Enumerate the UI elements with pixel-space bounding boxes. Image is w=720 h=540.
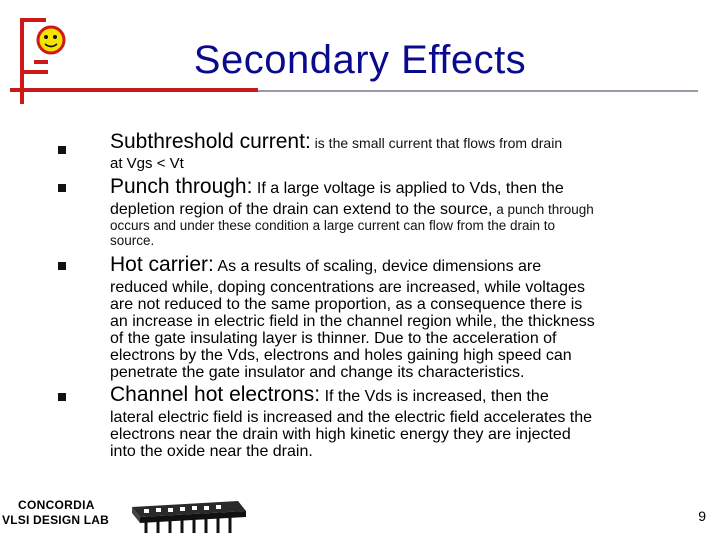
bullet-text: are not reduced to the same proportion, as a consequence there is xyxy=(110,296,583,313)
bullet-text: occurs and under these condition a large current can flow from the drain to xyxy=(110,218,555,233)
bullet-heading: Punch through: xyxy=(110,175,253,198)
bullet-marker xyxy=(58,393,66,401)
title-underline-rule xyxy=(258,90,698,92)
bullet-subthreshold xyxy=(110,131,658,173)
bullet-text: electrons near the drain with high kinetic energy they are injected xyxy=(110,426,571,443)
bullet-text: electrons by the Vds, electrons and holes gaining high speed can xyxy=(110,347,572,364)
bullet-text: If the Vds is increased, then the xyxy=(320,388,549,405)
footer-lab-name: CONCORDIA xyxy=(18,498,95,512)
bullet-text: lateral electric field is increased and the electric field accelerates the xyxy=(110,409,593,426)
bullet-text: depletion region of the drain can extend to the source, xyxy=(110,201,493,218)
bullet-text: is the small current that flows from drain xyxy=(310,135,563,151)
bullet-text: If a large voltage is applied to Vds, then the xyxy=(252,180,564,197)
bullet-punch-through xyxy=(110,175,658,248)
title-underline-accent xyxy=(10,88,258,92)
bullet-text: a punch through xyxy=(492,202,594,217)
bullet-text: penetrate the gate insulator and change its characteristics. xyxy=(110,364,525,381)
bullet-marker xyxy=(58,262,66,270)
bullet-heading: Hot carrier: xyxy=(110,253,214,276)
bullet-text: source. xyxy=(110,233,155,248)
bullet-text: As a results of scaling, device dimensions are xyxy=(213,258,542,275)
bullet-channel-hot-electrons xyxy=(110,383,658,460)
footer-lab-subtitle: VLSI DESIGN LAB xyxy=(2,513,110,527)
slide-title: Secondary Effects xyxy=(193,38,527,82)
bullet-marker xyxy=(58,146,66,154)
bullet-heading: Channel hot electrons: xyxy=(110,383,321,406)
bullet-text: reduced while, doping concentrations are increased, while voltages xyxy=(110,279,585,296)
bullet-text: at Vgs < Vt xyxy=(110,155,184,172)
bullet-heading: Subthreshold current: xyxy=(110,130,311,153)
bullet-text: into the oxide near the drain. xyxy=(110,443,313,460)
bullet-hot-carrier xyxy=(110,253,658,381)
bullet-text: of the gate insulating layer is thinner. Due to the acceleration of xyxy=(110,330,557,347)
page-number: 9 xyxy=(698,508,706,524)
bullet-marker xyxy=(58,184,66,192)
bullet-text: an increase in electric field in the channel region while, the thickness xyxy=(110,313,595,330)
ic-chip-logo-icon xyxy=(126,497,250,537)
